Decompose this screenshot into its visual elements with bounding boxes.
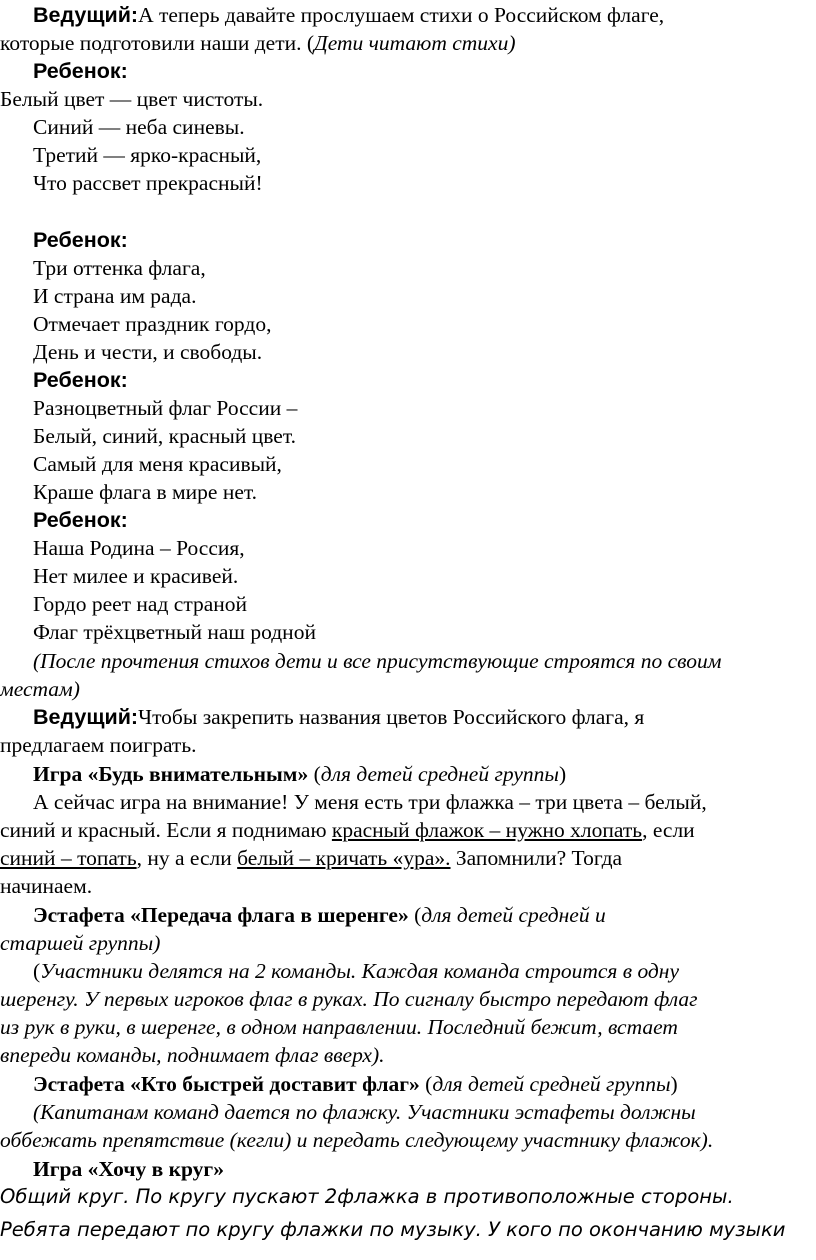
- stage-direction: Дети читают стихи): [314, 31, 516, 55]
- underlined-rule: белый – кричать «ура».: [237, 846, 451, 870]
- host-text: А теперь давайте прослушаем стихи о Российском флаге,: [138, 3, 665, 27]
- host-text: которые подготовили наши дети. (: [0, 31, 315, 55]
- underlined-rule: красный флажок – нужно хлопать: [331, 818, 643, 842]
- game-text: А сейчас игра на внимание! У меня есть три флажка – три цвета – белый,: [33, 790, 707, 814]
- host-label: Ведущий:: [33, 3, 139, 27]
- paren: ): [670, 1072, 678, 1096]
- stage-direction: (После прочтения стихов дети и все присутствующие строятся по своим: [33, 649, 722, 673]
- text: синий и красный. Если я поднимаю: [0, 818, 332, 842]
- child-label: Ребенок:: [33, 228, 128, 252]
- paren: (: [308, 762, 321, 786]
- poem-line: Синий — неба синевы.: [33, 115, 245, 139]
- group-note: для детей средней группы: [432, 1072, 671, 1096]
- poem-line: Белый, синий, красный цвет.: [33, 424, 296, 448]
- poem-line: Что рассвет прекрасный!: [33, 171, 263, 195]
- paren: (: [408, 903, 422, 927]
- game-text: начинаем.: [0, 874, 93, 898]
- poem-line: Флаг трёхцветный наш родной: [33, 620, 316, 644]
- paren: (: [33, 959, 41, 983]
- group-note: для детей средней группы: [320, 762, 559, 786]
- poem-line: Самый для меня красивый,: [33, 452, 282, 476]
- game-heading: [33, 760, 566, 788]
- poem-line: Третий — ярко-красный,: [33, 143, 262, 167]
- game-title: Игра «Будь внимательным»: [33, 762, 309, 786]
- child-label: Ребенок:: [33, 368, 128, 392]
- game-text: Ребята передают по кругу флажки по музыку. У кого по окончанию музыки: [0, 1218, 786, 1241]
- host-line: предлагаем поиграть.: [0, 733, 197, 757]
- relay-text: оббежать препятствие (кегли) и передать следующему участнику флажок).: [0, 1128, 714, 1152]
- host-text: Чтобы закрепить названия цветов Российского флага, я: [138, 705, 645, 729]
- child-label: Ребенок:: [33, 508, 128, 532]
- game-text: [0, 844, 622, 872]
- relay-text: шеренгу. У первых игроков флаг в руках. По сигналу быстро передают флаг: [0, 987, 698, 1011]
- group-note: для детей средней и: [421, 903, 606, 927]
- relay-text: (Капитанам команд дается по флажку. Участники эстафеты должны: [33, 1100, 696, 1124]
- poem-line: Краше флага в мире нет.: [33, 480, 258, 504]
- text: , если: [642, 818, 695, 842]
- underlined-rule: синий – топать: [0, 846, 137, 870]
- relay-text: [33, 957, 679, 985]
- relay-rules: Участники делятся на 2 команды. Каждая команда строится в одну: [40, 959, 680, 983]
- poem-line: Нет милее и красивей.: [33, 564, 239, 588]
- host-label: Ведущий:: [33, 705, 139, 729]
- poem-line: Отмечает праздник гордо,: [33, 312, 272, 336]
- paren: (: [419, 1072, 433, 1096]
- relay-text: впереди команды, поднимает флаг вверх).: [0, 1043, 385, 1067]
- host-intro-line-2: [0, 29, 516, 57]
- poem-line: И страна им рада.: [33, 284, 197, 308]
- text: , ну а если: [136, 846, 238, 870]
- stage-direction: местам): [0, 677, 80, 701]
- game-text: Общий круг. По кругу пускают 2флажка в противоположные стороны.: [0, 1185, 734, 1208]
- host-intro-line-1: [33, 1, 664, 29]
- poem-line: Наша Родина – Россия,: [33, 536, 245, 560]
- relay-title: Эстафета «Кто быстрей доставит флаг»: [33, 1072, 420, 1096]
- text: Запомнили? Тогда: [450, 846, 623, 870]
- group-note: старшей группы): [0, 931, 161, 955]
- poem-line: Три оттенка флага,: [33, 256, 206, 280]
- game-heading: Игра «Хочу в круг»: [33, 1157, 224, 1181]
- game-text: [0, 816, 695, 844]
- relay-title: Эстафета «Передача флага в шеренге»: [33, 903, 409, 927]
- poem-line: День и чести, и свободы.: [33, 340, 263, 364]
- host-line: [33, 703, 644, 731]
- relay-heading: [33, 901, 606, 929]
- poem-line: Гордо реет над страной: [33, 592, 248, 616]
- child-label: Ребенок:: [33, 59, 128, 83]
- poem-line: Белый цвет — цвет чистоты.: [0, 87, 264, 111]
- paren: ): [558, 762, 567, 786]
- relay-text: из рук в руки, в шеренге, в одном направлении. Последний бежит, встает: [0, 1015, 678, 1039]
- relay-heading: [33, 1070, 678, 1098]
- poem-line: Разноцветный флаг России –: [33, 396, 298, 420]
